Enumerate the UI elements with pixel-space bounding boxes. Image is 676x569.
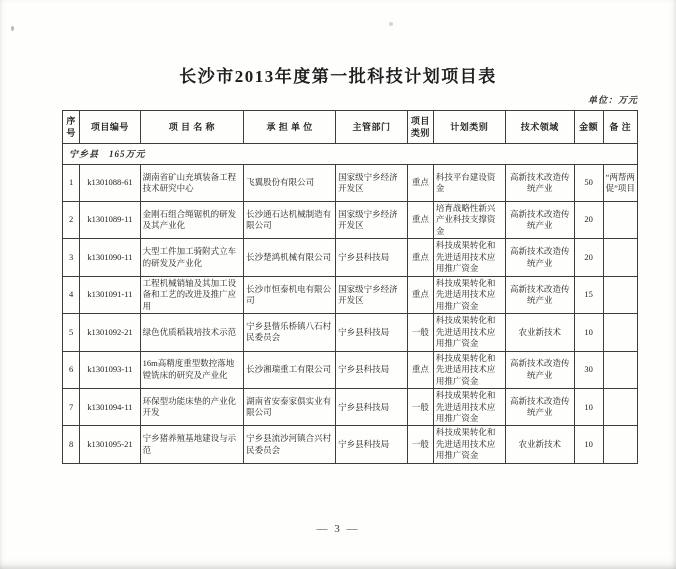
cell-dept: 宁乡县科技局: [336, 426, 408, 463]
table-row: [63, 165, 638, 202]
cell-plan: 培育战略性新兴产业科技支撑资金: [433, 202, 505, 239]
cell-dept: 国家级宁乡经济开发区: [336, 276, 408, 313]
cell-plan: 科技成果转化和先进适用技术应用推广资金: [433, 351, 505, 388]
cell-dept: 宁乡县科技局: [336, 239, 408, 276]
cell-code: k1301094-11: [80, 389, 140, 426]
cell-remark: “两帮两促”项目: [603, 165, 638, 202]
cell-amount: 10: [574, 389, 603, 426]
cell-name: 环保型功能床垫的产业化开发: [140, 389, 244, 426]
project-table: [62, 110, 638, 464]
cell-name: 绿色优质稻栽培技术示范: [140, 314, 244, 351]
cell-remark: [603, 426, 638, 463]
cell-amount: 20: [574, 202, 603, 239]
cell-category: 重点: [408, 276, 434, 313]
cell-plan: 科技成果转化和先进适用技术应用推广资金: [433, 389, 505, 426]
header-amount: 金额: [574, 111, 603, 144]
cell-plan: 科技成果转化和先进适用技术应用推广资金: [433, 276, 505, 313]
cell-unit: 湖南省安泰家俱实业有限公司: [244, 389, 336, 426]
cell-seq: 2: [63, 202, 80, 239]
cell-plan: 科技成果转化和先进适用技术应用推广资金: [433, 314, 505, 351]
cell-amount: 10: [574, 314, 603, 351]
cell-dept: 国家级宁乡经济开发区: [336, 202, 408, 239]
cell-category: 一般: [408, 389, 434, 426]
cell-amount: 30: [574, 351, 603, 388]
cell-remark: [603, 202, 638, 239]
cell-amount: 10: [574, 426, 603, 463]
cell-unit: 宁乡县偕乐桥镇八石村民委员会: [244, 314, 336, 351]
header-field: 技术领域: [505, 111, 574, 144]
cell-category: 重点: [408, 239, 434, 276]
cell-unit: 飞翼股份有限公司: [244, 165, 336, 202]
cell-category: 重点: [408, 165, 434, 202]
table-row: [63, 239, 638, 276]
group-row: [63, 144, 638, 165]
header-name: 项 目 名 称: [140, 111, 244, 144]
cell-seq: 5: [63, 314, 80, 351]
cell-field: 高新技术改造传统产业: [505, 239, 574, 276]
cell-code: k1301091-11: [80, 276, 140, 313]
table-row: [63, 276, 638, 313]
header-category: 项目 类别: [408, 111, 434, 144]
cell-seq: 8: [63, 426, 80, 463]
cell-unit: 长沙楚鸿机械有限公司: [244, 239, 336, 276]
cell-field: 农业新技术: [505, 314, 574, 351]
cell-name: 16m高精度重型数控落地镗铣床的研究及产业化: [140, 351, 244, 388]
cell-category: 重点: [408, 351, 434, 388]
cell-field: 高新技术改造传统产业: [505, 202, 574, 239]
table-header-row: [63, 111, 638, 144]
cell-name: 宁乡猪养殖基地建设与示范: [140, 426, 244, 463]
cell-field: 农业新技术: [505, 426, 574, 463]
cell-remark: [603, 389, 638, 426]
cell-amount: 15: [574, 276, 603, 313]
cell-name: 湖南省矿山充填装备工程技术研究中心: [140, 165, 244, 202]
cell-seq: 3: [63, 239, 80, 276]
cell-name: 大型工件加工骑附式立车的研发及产业化: [140, 239, 244, 276]
header-plan: 计划类别: [433, 111, 505, 144]
cell-remark: [603, 351, 638, 388]
table-row: [63, 426, 638, 463]
cell-remark: [603, 314, 638, 351]
cell-category: 一般: [408, 426, 434, 463]
cell-field: 高新技术改造传统产业: [505, 165, 574, 202]
cell-seq: 6: [63, 351, 80, 388]
cell-unit: 长沙湘瑞重工有限公司: [244, 351, 336, 388]
header-seq: 序号: [63, 111, 80, 144]
page-number: — 3 —: [316, 523, 360, 535]
cell-code: k1301095-21: [80, 426, 140, 463]
table-row: [63, 202, 638, 239]
table-body: [63, 144, 638, 464]
cell-code: k1301093-11: [80, 351, 140, 388]
cell-name: 金刚石组合绳锯机的研发及其产业化: [140, 202, 244, 239]
cell-dept: 宁乡县科技局: [336, 389, 408, 426]
cell-code: k1301090-11: [80, 239, 140, 276]
cell-field: 高新技术改造传统产业: [505, 389, 574, 426]
table-row: [63, 314, 638, 351]
cell-plan: 科技成果转化和先进适用技术应用推广资金: [433, 239, 505, 276]
cell-code: k1301089-11: [80, 202, 140, 239]
cell-amount: 20: [574, 239, 603, 276]
cell-code: k1301088-61: [80, 165, 140, 202]
header-unit: 承 担 单 位: [244, 111, 336, 144]
cell-seq: 4: [63, 276, 80, 313]
table-row: [63, 389, 638, 426]
unit-note: 单位：万元: [587, 95, 638, 105]
header-code: 项目编号: [80, 111, 140, 144]
cell-category: 一般: [408, 314, 434, 351]
cell-seq: 7: [63, 389, 80, 426]
cell-category: 重点: [408, 202, 434, 239]
cell-unit: 长沙市恒泰机电有限公司: [244, 276, 336, 313]
cell-dept: 国家级宁乡经济开发区: [336, 165, 408, 202]
cell-unit: 宁乡县流沙河镇合兴村民委员会: [244, 426, 336, 463]
group-row-label: 宁乡县 165万元: [63, 144, 638, 165]
cell-field: 高新技术改造传统产业: [505, 351, 574, 388]
scan-speck: [389, 22, 393, 26]
cell-unit: 长沙通石达机械制造有限公司: [244, 202, 336, 239]
cell-amount: 50: [574, 165, 603, 202]
table-row: [63, 351, 638, 388]
cell-field: 高新技术改造传统产业: [505, 276, 574, 313]
header-dept: 主管部门: [336, 111, 408, 144]
header-remark: 备 注: [603, 111, 638, 144]
scan-speck: [11, 26, 14, 31]
cell-remark: [603, 239, 638, 276]
page-title: 长沙市2013年度第一批科技计划项目表: [179, 67, 497, 86]
cell-dept: 宁乡县科技局: [336, 314, 408, 351]
cell-plan: 科技成果转化和先进适用技术应用推广资金: [433, 426, 505, 463]
cell-seq: 1: [63, 165, 80, 202]
cell-code: k1301092-21: [80, 314, 140, 351]
cell-plan: 科技平台建设资金: [433, 165, 505, 202]
cell-name: 工程机械销轴及其加工设备和工艺的改进及推广应用: [140, 276, 244, 313]
cell-remark: [603, 276, 638, 313]
cell-dept: 宁乡县科技局: [336, 351, 408, 388]
